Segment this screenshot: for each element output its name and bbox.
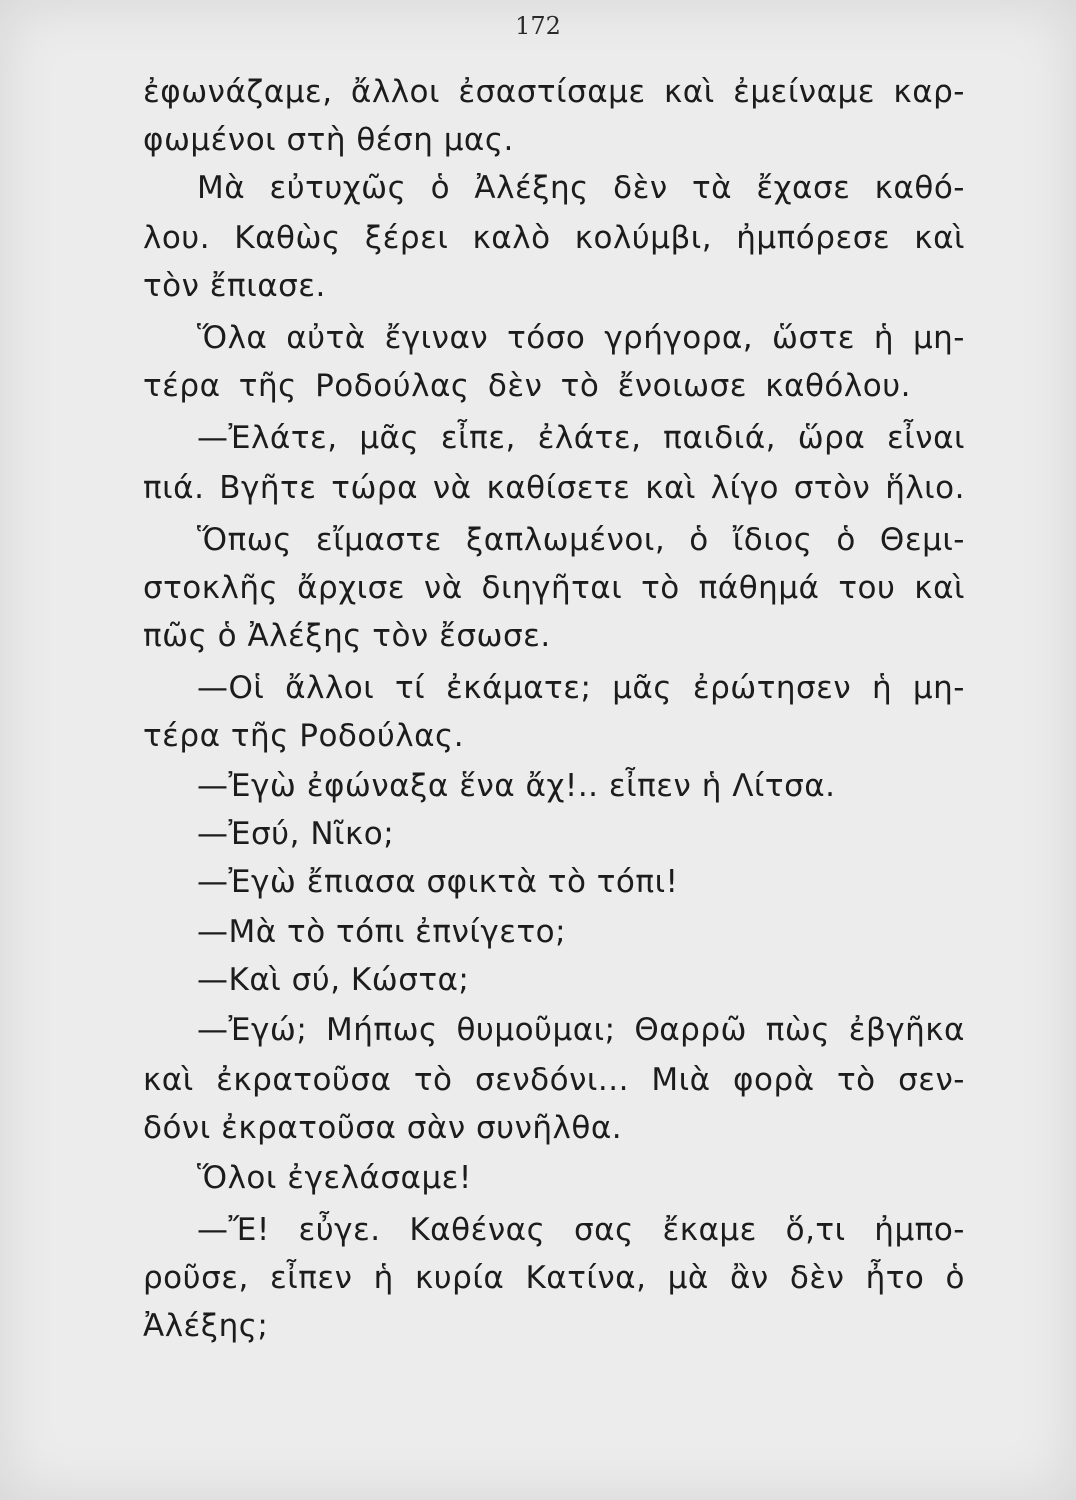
text-line: —Ἐσύ, Νῖκο; [197,816,395,852]
text-line: πῶς ὁ Ἀλέξης τὸν ἔσωσε. [143,618,551,654]
text-line: τέρα τῆς Ροδούλας δὲν τὸ ἔνοιωσε καθόλου. [143,368,911,404]
text-line: ἐφωνάζαμε, ἄλλοι ἐσαστίσαμε καὶ ἐμείναμε καρ- [143,74,965,110]
text-line: καὶ ἐκρατοῦσα τὸ σενδόνι... Μιὰ φορὰ τὸ σεν- [143,1062,965,1098]
text-line: —Ἐλάτε, μᾶς εἶπε, ἐλάτε, παιδιά, ὥρα εἶναι [197,420,965,456]
text-line: πιά. Βγῆτε τώρα νὰ καθίσετε καὶ λίγο στὸν ἥλιο. [143,470,965,506]
text-line: Ἀλέξης; [143,1308,269,1344]
text-line: δόνι ἐκρατοῦσα σὰν συνῆλθα. [143,1110,623,1146]
text-line: στοκλῆς ἄρχισε νὰ διηγῆται τὸ πάθημά του καὶ [143,570,965,606]
text-line: —Οἱ ἄλλοι τί ἐκάματε; μᾶς ἐρώτησεν ἡ μη- [197,670,965,706]
text-line: Ὅλοι ἐγελάσαμε! [197,1160,472,1196]
text-line: —Ἔ! εὖγε. Καθένας σας ἔκαμε ὅ,τι ἠμπο- [197,1212,965,1248]
text-line: —Ἐγώ; Μήπως θυμοῦμαι; Θαρρῶ πὼς ἐβγῆκα [197,1012,965,1048]
text-line: —Ἐγὼ ἔπιασα σφικτὰ τὸ τόπι! [197,864,679,900]
page-number: 172 [515,12,561,40]
text-line: ροῦσε, εἶπεν ἡ κυρία Κατίνα, μὰ ἂν δὲν ἦτο ὁ [143,1260,965,1296]
text-line: λου. Καθὼς ξέρει καλὸ κολύμβι, ἠμπόρεσε καὶ [143,220,965,256]
text-line: —Μὰ τὸ τόπι ἐπνίγετο; [197,914,567,950]
text-line: Ὅλα αὐτὰ ἔγιναν τόσο γρήγορα, ὥστε ἡ μη- [197,320,965,356]
text-line: —Ἐγὼ ἐφώναξα ἕνα ἄχ!.. εἶπεν ἡ Λίτσα. [197,768,836,804]
text-line: τέρα τῆς Ροδούλας. [143,718,465,754]
text-line: τὸν ἔπιασε. [143,268,326,304]
text-line: —Καὶ σύ, Κώστα; [197,962,470,998]
text-line: Μὰ εὐτυχῶς ὁ Ἀλέξης δὲν τὰ ἔχασε καθό- [197,170,965,206]
text-line: φωμένοι στὴ θέση μας. [143,122,514,158]
text-line: Ὅπως εἴμαστε ξαπλωμένοι, ὁ ἴδιος ὁ Θεμι- [197,522,965,558]
